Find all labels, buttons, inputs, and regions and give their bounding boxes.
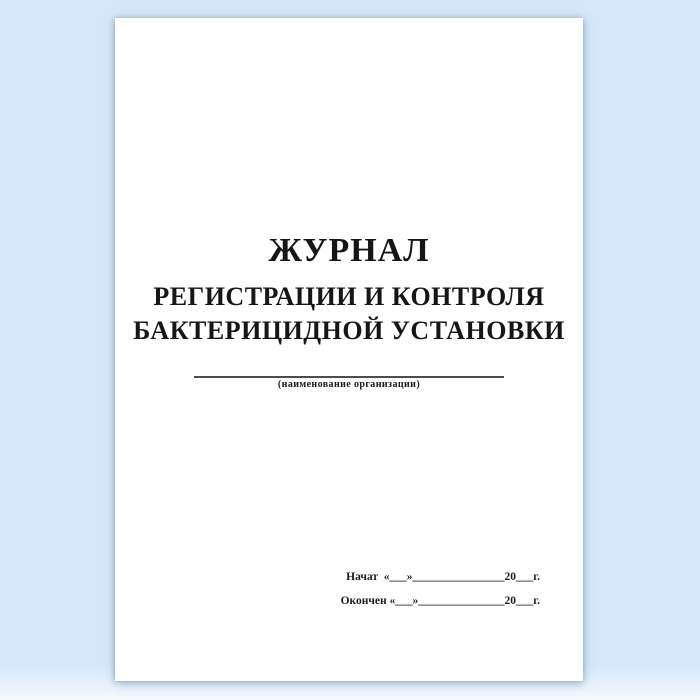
journal-subtitle-line2: БАКТЕРИЦИДНОЙ УСТАНОВКИ [133, 316, 565, 345]
organization-name-field [194, 376, 504, 390]
started-date-line: Начат «___»________________20___г. [346, 571, 540, 583]
journal-cover-page [115, 18, 583, 681]
organization-caption: (наименование организации) [277, 379, 421, 390]
journal-subtitle-line1: РЕГИСТРАЦИИ И КОНТРОЛЯ [153, 282, 545, 311]
journal-title: ЖУРНАЛ [268, 232, 430, 269]
finished-date-line: Окончен «___»_______________20___г. [340, 595, 540, 607]
dates-block [341, 565, 540, 613]
